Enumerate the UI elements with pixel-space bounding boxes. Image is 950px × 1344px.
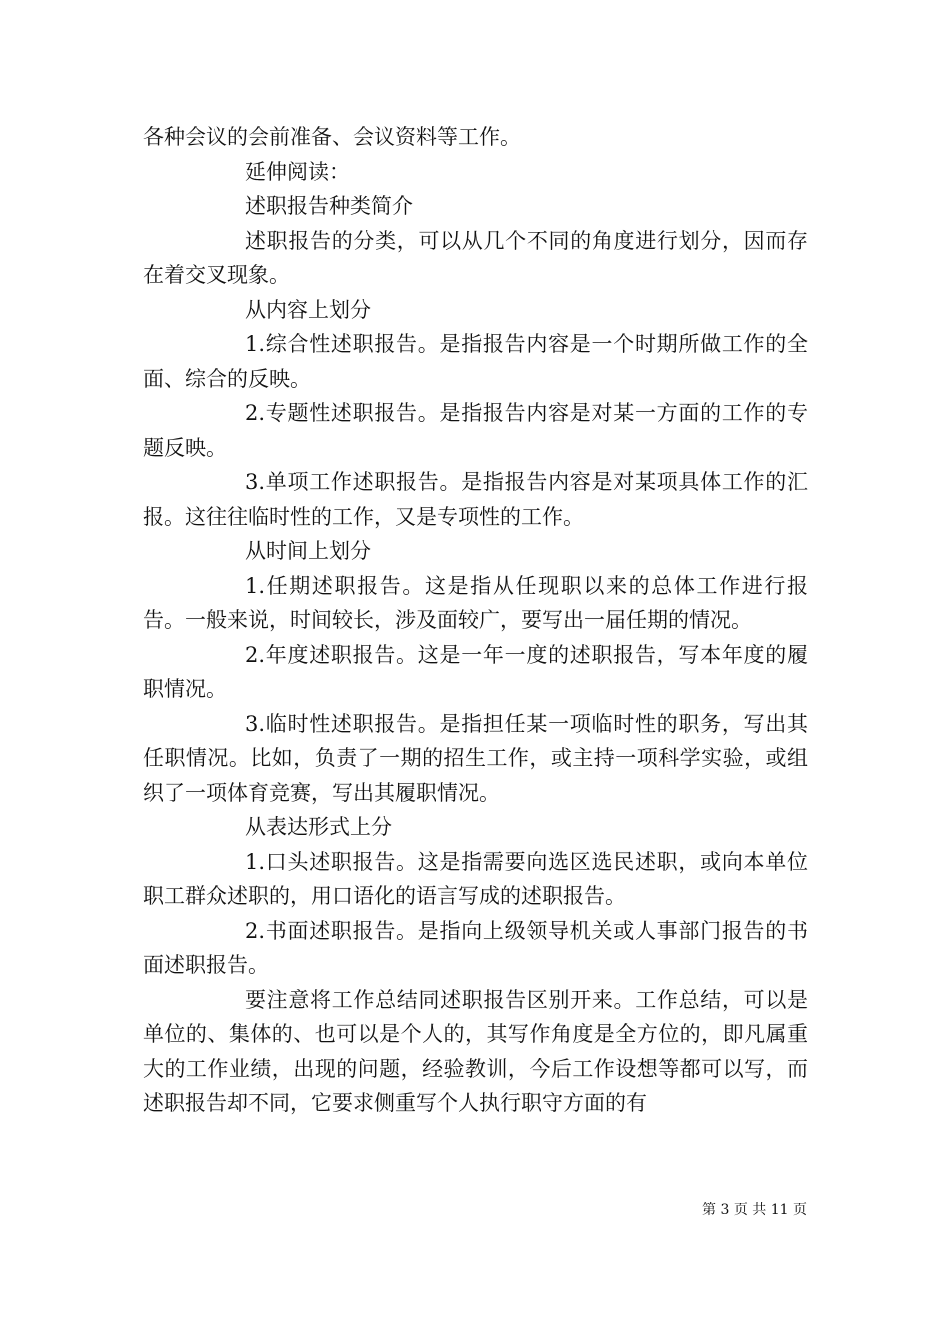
paragraph: 述职报告种类简介 [245, 194, 413, 218]
paragraph: 1.任期述职报告。这是指从任现职以来的总体工作进行报告。一般来说，时间较长，涉及面较广，要写出一届任期的情况。 [143, 573, 808, 632]
paragraph: 1.口头述职报告。这是指需要向选区选民述职，或向本单位职工群众述职的，用口语化的语言写成的述职报告。 [143, 849, 808, 908]
paragraph: 从表达形式上分 [245, 815, 392, 839]
paragraph: 述职报告的分类，可以从几个不同的角度进行划分，因而存在着交叉现象。 [143, 228, 808, 287]
paragraph: 2.年度述职报告。这是一年一度的述职报告，写本年度的履职情况。 [143, 642, 808, 701]
paragraph: 各种会议的会前准备、会议资料等工作。 [143, 125, 521, 149]
page-number-footer: 第 3 页 共 11 页 [702, 1202, 807, 1218]
document-body [143, 120, 808, 1121]
paragraph: 从内容上划分 [245, 297, 371, 322]
paragraph: 2.书面述职报告。是指向上级领导机关或人事部门报告的书面述职报告。 [143, 918, 808, 977]
paragraph: 3.单项工作述职报告。是指报告内容是对某项具体工作的汇报。这往往临时性的工作，又是专项性的工作。 [143, 470, 808, 529]
paragraph: 2.专题性述职报告。是指报告内容是对某一方面的工作的专题反映。 [143, 401, 808, 460]
paragraph: 要注意将工作总结同述职报告区别开来。工作总结，可以是单位的、集体的、也可以是个人的，其写作角度是全方位的，即凡属重大的工作业绩，出现的问题，经验教训，今后工作设想等都可以写，而述职报告却不同，它要求侧重写个人执行职守方面的有 [143, 987, 808, 1115]
paragraph: 从时间上划分 [245, 539, 371, 563]
paragraph: 1.综合性述职报告。是指报告内容是一个时期所做工作的全面、综合的反映。 [143, 332, 808, 391]
paragraph: 3.临时性述职报告。是指担任某一项临时性的职务，写出其任职情况。比如，负责了一期的招生工作，或主持一项科学实验，或组织了一项体育竞赛，写出其履职情况。 [143, 711, 808, 805]
paragraph: 延伸阅读： [245, 159, 350, 184]
